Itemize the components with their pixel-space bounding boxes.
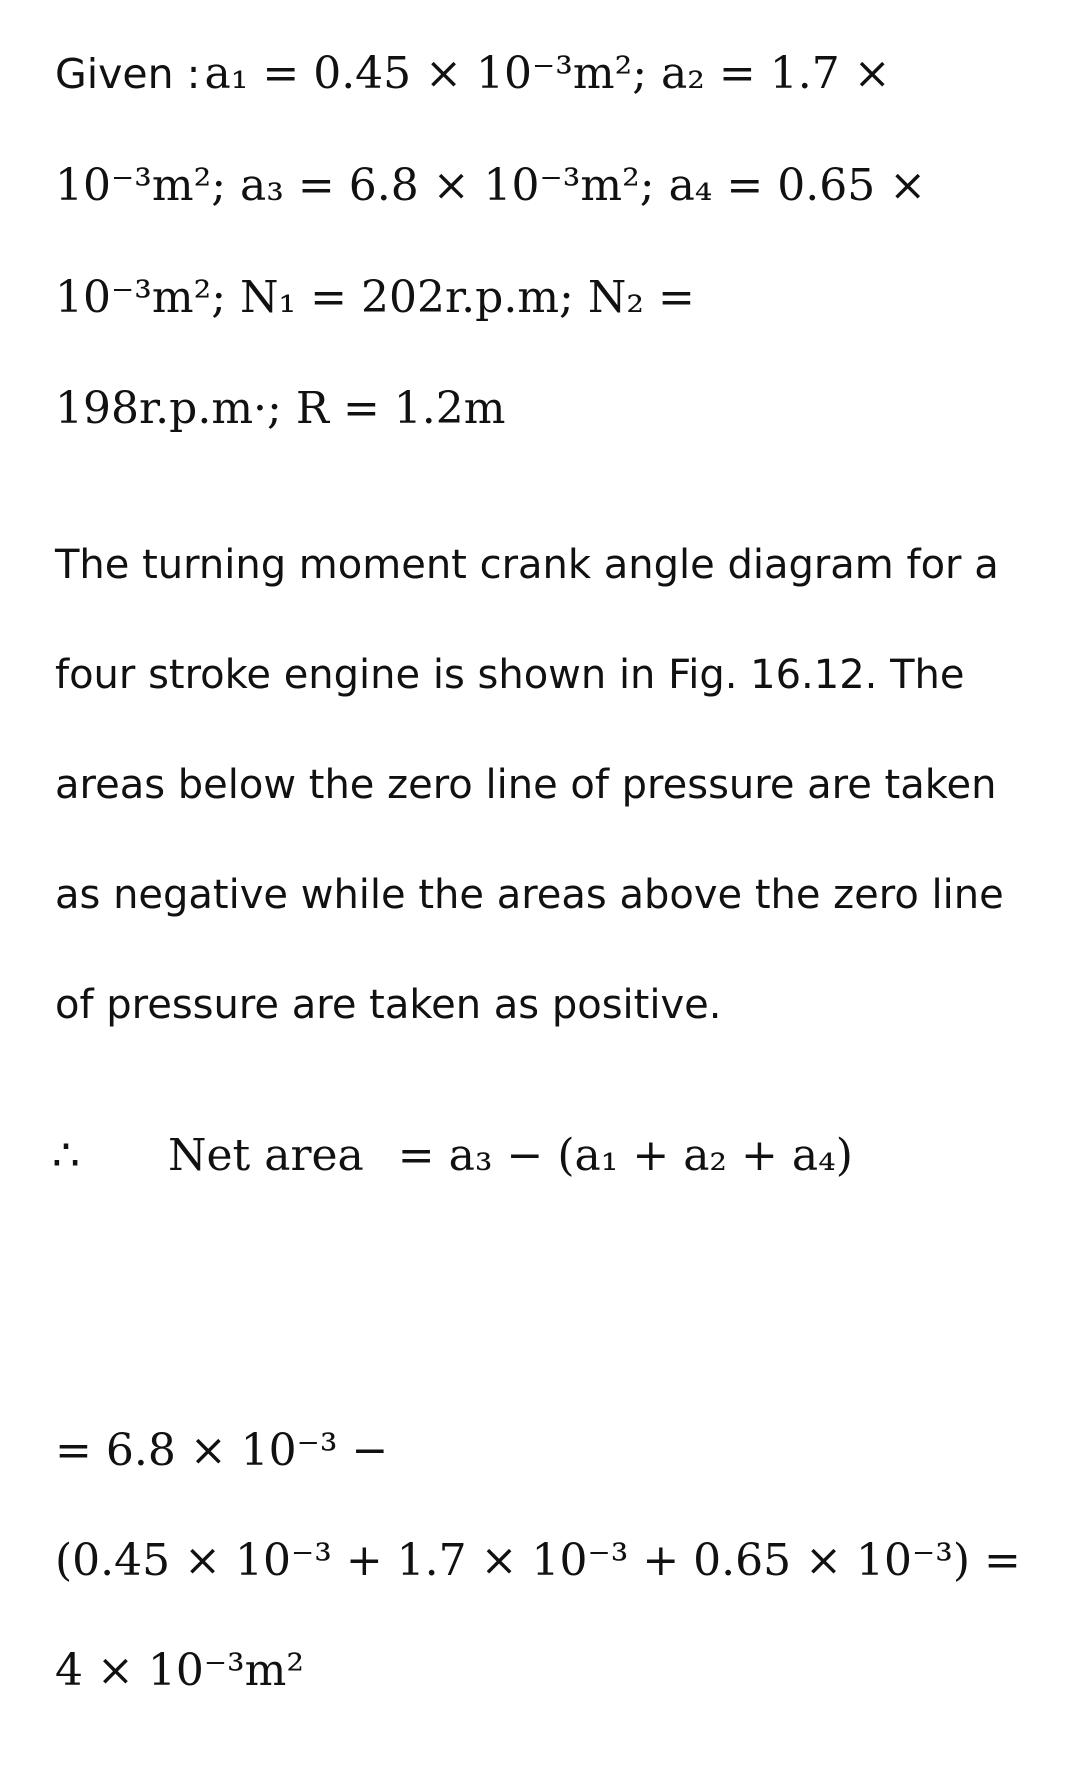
net-area-line xyxy=(168,1130,853,1181)
net-area-expression: = a₃ − (a₁ + a₂ + a₄) xyxy=(397,1130,853,1181)
given-line-4: 198r.p.m·; R = 1.2m xyxy=(55,383,506,434)
description-paragraph: The turning moment crank angle diagram for a four stroke engine is shown in Fig. 16.12. The areas below the zero line of pressure are taken as negative while the areas above the zero line of pressure are taken as positive. xyxy=(55,542,1004,1028)
given-line-3: 10⁻³m²; N₁ = 202r.p.m; N₂ = xyxy=(55,272,695,323)
given-label: Given : xyxy=(55,50,201,98)
given-expression-1: a₁ = 0.45 × 10⁻³m²; a₂ = 1.7 × xyxy=(204,48,891,99)
given-line-2: 10⁻³m²; a₃ = 6.8 × 10⁻³m²; a₄ = 0.65 × xyxy=(55,160,927,211)
calc-line-1: = 6.8 × 10⁻³ − xyxy=(55,1425,389,1476)
net-area-label: Net area xyxy=(168,1130,364,1181)
calc-line-3: 4 × 10⁻³m² xyxy=(55,1645,305,1696)
calc-line-2: (0.45 × 10⁻³ + 1.7 × 10⁻³ + 0.65 × 10⁻³) = xyxy=(55,1535,1021,1586)
therefore-symbol: ∴ xyxy=(52,1130,80,1181)
given-line-1 xyxy=(55,48,891,99)
